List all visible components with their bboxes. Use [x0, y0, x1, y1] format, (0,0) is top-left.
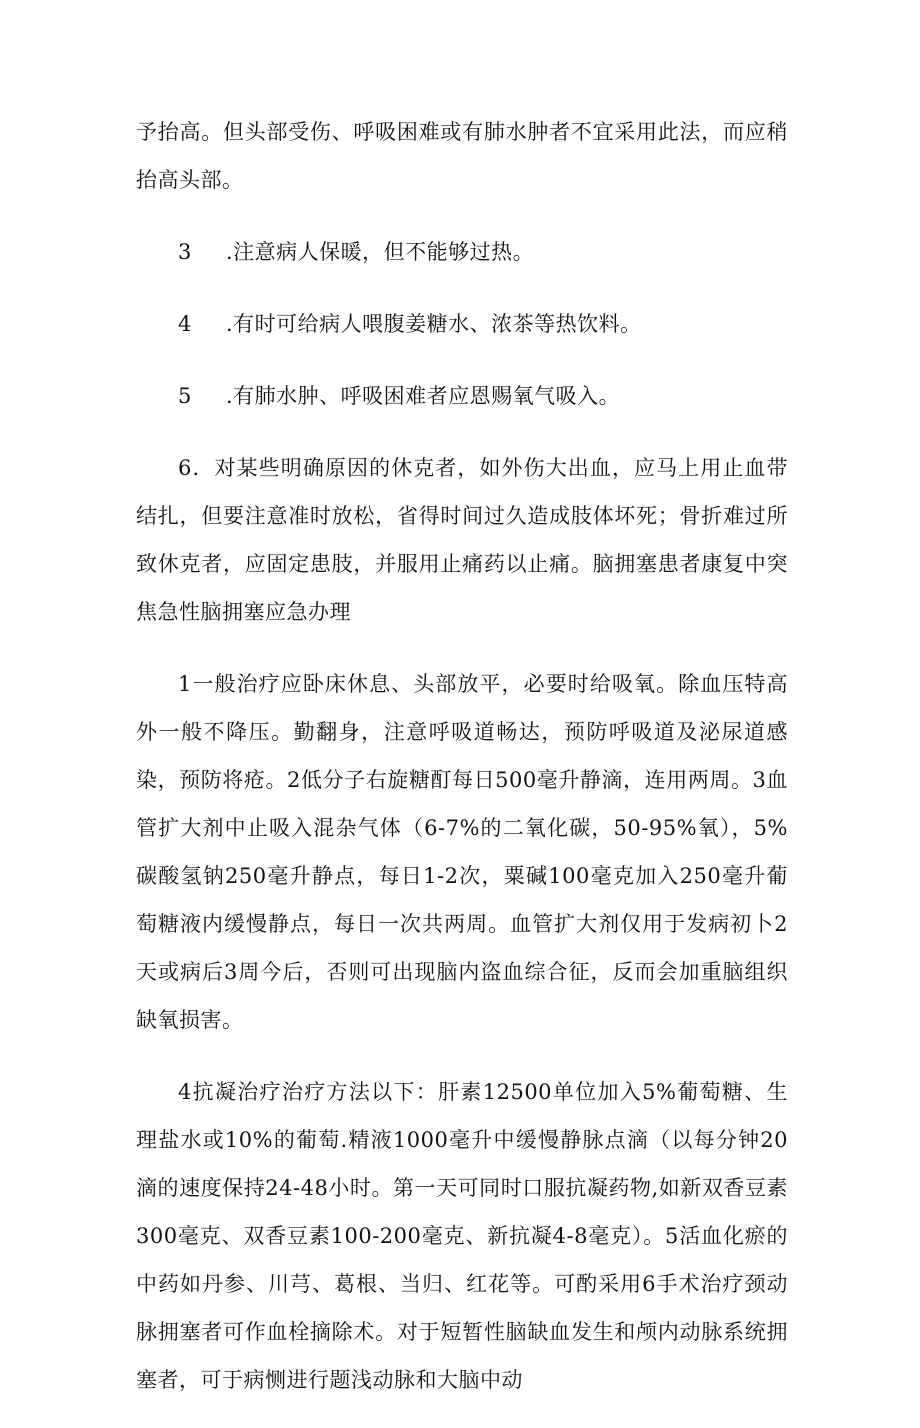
- list-number: 3: [178, 240, 192, 264]
- document-body: [136, 108, 788, 1428]
- list-text: .有时可给病人喂腹姜糖水、浓茶等热饮料。: [226, 312, 642, 336]
- paragraph-anticoagulation: 4抗凝治疗治疗方法以下：肝素12500单位加入5%葡萄糖、生理盐水或10%的葡萄.精液1000毫升中缓慢静脉点滴（以每分钟20滴的速度保持24-48小时。第一天可同时口服抗凝药物,如新双香豆素300毫克、双香豆素100-200毫克、新抗凝4-8毫克）。5活血化瘀的中药如丹参、川芎、葛根、当归、红花等。可酌采用6手术治疗颈动脉拥塞者可作血栓摘除术。对于短暂性脑缺血发生和颅内动脉系统拥塞者，可于病恻进行题浅动脉和大脑中动: [136, 1080, 788, 1392]
- paragraph-general-treatment: 1一般治疗应卧床休息、头部放平，必要时给吸氧。除血压特高外一般不降压。勤翻身，注意呼吸道畅达，预防呼吸道及泌尿道感染，预防将疮。2低分子右旋糖酊每日500毫升静滴，连用两周。3血管扩大剂中止吸入混杂气体（6-7%的二氧化碳，50-95%氧），5%碳酸氢钠250毫升静点，每日1-2次，粟碱100毫克加入250毫升葡萄糖液内缓慢静点，每日一次共两周。血管扩大剂仅用于发病初卜2天或病后3周今后，否则可出现脑内盗血综合征，反而会加重脑组织缺氧损害。: [136, 672, 788, 1032]
- list-number: 4: [178, 312, 192, 336]
- list-item-3: [136, 228, 788, 276]
- list-item-5: [136, 372, 788, 420]
- paragraph-shock-treatment: 6．对某些明确原因的休克者，如外伤大出血，应马上用止血带结扎，但要注意准时放松，省得时间过久造成肢体坏死；骨折难过所致休克者，应固定患肢，并服用止痛药以止痛。脑拥塞患者康复中突焦急性脑拥塞应急办理: [136, 456, 788, 624]
- list-text: .注意病人保暖，但不能够过热。: [226, 240, 535, 264]
- paragraph-continuation: 予抬高。但头部受伤、呼吸困难或有肺水肿者不宜采用此法，而应稍抬高头部。: [136, 120, 788, 192]
- list-text: .有肺水肿、呼吸困难者应恩赐氧气吸入。: [226, 384, 621, 408]
- list-number: 5: [178, 384, 192, 408]
- list-item-4: [136, 300, 788, 348]
